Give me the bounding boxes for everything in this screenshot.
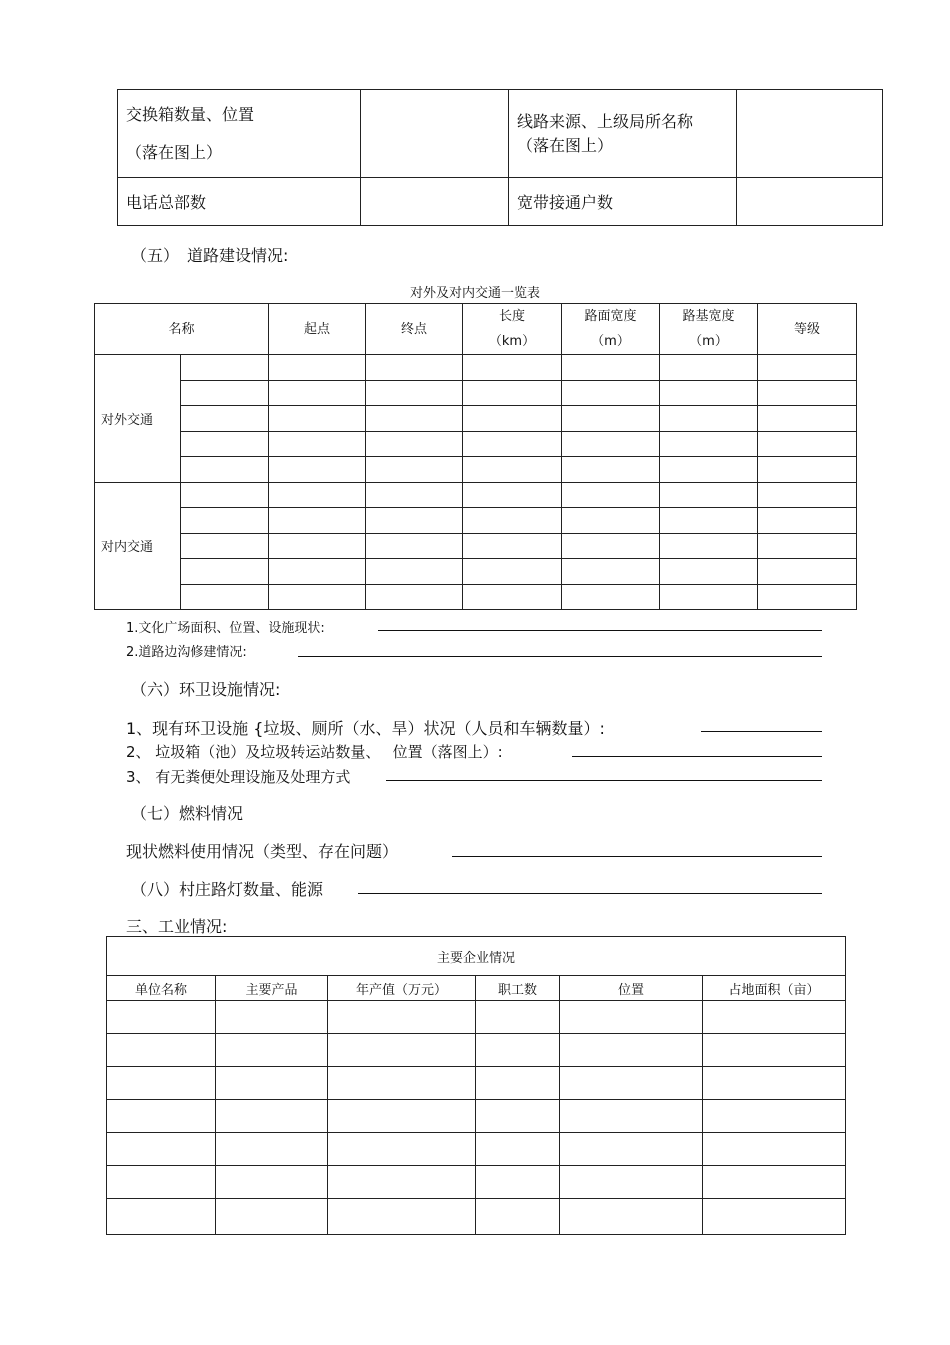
table-cell[interactable] xyxy=(463,482,562,508)
table-cell[interactable] xyxy=(660,431,758,457)
table-cell[interactable] xyxy=(463,380,562,406)
table-cell[interactable] xyxy=(181,508,269,534)
table-cell[interactable] xyxy=(463,355,562,381)
table-cell[interactable] xyxy=(758,431,857,457)
switchbox-label-line2: （落在图上） xyxy=(126,142,223,162)
cultural-square-label: 1.文化广场面积、位置、设施现状: xyxy=(126,621,325,636)
table-row xyxy=(95,406,857,432)
table-cell[interactable] xyxy=(328,1133,476,1166)
table-cell[interactable] xyxy=(269,482,366,508)
broadband-label: 宽带接通户数 xyxy=(509,178,737,226)
table-cell[interactable] xyxy=(758,457,857,483)
table-row xyxy=(95,431,857,457)
table-cell[interactable] xyxy=(562,482,660,508)
col-employees: 职工数 xyxy=(476,976,560,1001)
table-cell[interactable] xyxy=(269,355,366,381)
table-cell[interactable] xyxy=(560,1001,703,1034)
table-row xyxy=(107,1034,846,1067)
header-start: 起点 xyxy=(269,304,366,355)
road-table-title: 对外及对内交通一览表 xyxy=(409,286,540,301)
table-cell[interactable] xyxy=(269,431,366,457)
telecom-table xyxy=(117,89,883,226)
table-cell[interactable] xyxy=(216,1001,328,1034)
table-cell[interactable] xyxy=(758,406,857,432)
table-cell[interactable] xyxy=(660,406,758,432)
table-cell[interactable] xyxy=(216,1100,328,1133)
table-cell[interactable] xyxy=(660,380,758,406)
table-cell[interactable] xyxy=(269,508,366,534)
table-cell[interactable] xyxy=(366,380,463,406)
header-name: 名称 xyxy=(95,304,269,355)
table-cell[interactable] xyxy=(181,584,269,610)
table-cell[interactable] xyxy=(703,1001,846,1034)
header-end: 终点 xyxy=(366,304,463,355)
table-cell[interactable] xyxy=(366,431,463,457)
table-cell[interactable] xyxy=(562,584,660,610)
group-internal-label: 对内交通 xyxy=(95,482,181,610)
table-cell[interactable] xyxy=(660,355,758,381)
table-cell[interactable] xyxy=(269,457,366,483)
sanitation-item2-label: 2、 垃圾箱（池）及垃圾转运站数量、 位置（落图上）: xyxy=(126,743,503,761)
sanitation-item3-label: 3、 有无粪便处理设施及处理方式 xyxy=(126,768,351,786)
table-cell[interactable] xyxy=(269,559,366,585)
table-cell[interactable] xyxy=(660,482,758,508)
table-cell[interactable] xyxy=(366,584,463,610)
header-road-width-line2: （m） xyxy=(591,334,630,349)
table-cell[interactable] xyxy=(107,1067,216,1100)
fuel-usage-fill-line[interactable] xyxy=(452,856,822,857)
table-row xyxy=(95,482,857,508)
table-cell[interactable] xyxy=(366,533,463,559)
table-cell[interactable] xyxy=(560,1034,703,1067)
table-cell[interactable] xyxy=(476,1199,560,1235)
table-cell[interactable] xyxy=(562,559,660,585)
table-cell[interactable] xyxy=(660,457,758,483)
table-cell[interactable] xyxy=(366,482,463,508)
switchbox-label-line1: 交换箱数量、位置 xyxy=(126,104,255,124)
section7-heading: （七）燃料情况 xyxy=(131,804,244,823)
table-row xyxy=(107,1166,846,1199)
table-cell[interactable] xyxy=(269,406,366,432)
table-cell[interactable] xyxy=(562,355,660,381)
header-length xyxy=(463,304,562,355)
table-row xyxy=(107,1067,846,1100)
table-cell[interactable] xyxy=(476,1034,560,1067)
col-unit-name: 单位名称 xyxy=(107,976,216,1001)
table-cell[interactable] xyxy=(216,1067,328,1100)
line-source-label xyxy=(509,90,737,178)
col-land-area: 占地面积（亩） xyxy=(703,976,846,1001)
table-row xyxy=(107,1133,846,1166)
table-cell[interactable] xyxy=(758,380,857,406)
table-cell[interactable] xyxy=(476,1067,560,1100)
table-cell[interactable] xyxy=(476,1133,560,1166)
table-cell[interactable] xyxy=(181,559,269,585)
table-cell[interactable] xyxy=(463,431,562,457)
table-cell[interactable] xyxy=(703,1199,846,1235)
table-cell[interactable] xyxy=(660,559,758,585)
fuel-usage-label: 现状燃料使用情况（类型、存在问题） xyxy=(126,842,399,861)
sanitation-item1-fill-line[interactable] xyxy=(701,731,822,732)
table-cell[interactable] xyxy=(269,533,366,559)
table-cell[interactable] xyxy=(476,1001,560,1034)
table-cell[interactable] xyxy=(463,559,562,585)
header-road-width-line1: 路面宽度 xyxy=(584,309,637,324)
table-cell[interactable] xyxy=(562,457,660,483)
table-cell[interactable] xyxy=(562,380,660,406)
table-cell[interactable] xyxy=(328,1001,476,1034)
header-length-line1: 长度 xyxy=(499,309,526,324)
table-cell[interactable] xyxy=(562,431,660,457)
header-base-width-line1: 路基宽度 xyxy=(682,309,735,324)
table-cell[interactable] xyxy=(181,431,269,457)
table-cell[interactable] xyxy=(366,508,463,534)
table-row xyxy=(95,559,857,585)
table-cell[interactable] xyxy=(328,1166,476,1199)
table-cell[interactable] xyxy=(560,1067,703,1100)
sanitation-item1-label: 1、现有环卫设施 {垃圾、厕所（水、旱）状况（人员和车辆数量）: xyxy=(126,719,605,738)
table-row xyxy=(107,1199,846,1235)
table-cell[interactable] xyxy=(463,508,562,534)
table-cell[interactable] xyxy=(476,1100,560,1133)
road-ditch-fill-line[interactable] xyxy=(298,656,822,657)
table-cell[interactable] xyxy=(758,355,857,381)
group-external-label: 对外交通 xyxy=(95,355,181,483)
table-cell[interactable] xyxy=(758,482,857,508)
col-annual-output: 年产值（万元） xyxy=(328,976,476,1001)
header-grade: 等级 xyxy=(758,304,857,355)
col-main-product: 主要产品 xyxy=(216,976,328,1001)
table-cell[interactable] xyxy=(269,380,366,406)
header-length-line2: （km） xyxy=(488,334,536,349)
table-cell[interactable] xyxy=(366,559,463,585)
table-cell[interactable] xyxy=(107,1001,216,1034)
table-cell[interactable] xyxy=(216,1133,328,1166)
table-cell[interactable] xyxy=(703,1100,846,1133)
table-row xyxy=(95,584,857,610)
header-road-width xyxy=(562,304,660,355)
table-cell[interactable] xyxy=(476,1166,560,1199)
table-cell[interactable] xyxy=(758,584,857,610)
table-cell[interactable] xyxy=(463,406,562,432)
table-cell[interactable] xyxy=(463,584,562,610)
table-cell[interactable] xyxy=(758,508,857,534)
table-cell[interactable] xyxy=(107,1199,216,1235)
enterprise-table-title: 主要企业情况 xyxy=(107,937,846,976)
road-table xyxy=(94,303,857,610)
table-row xyxy=(95,508,857,534)
table-cell[interactable] xyxy=(703,1166,846,1199)
table-cell[interactable] xyxy=(660,533,758,559)
table-row xyxy=(95,355,857,381)
cultural-square-fill-line[interactable] xyxy=(378,630,822,631)
table-cell[interactable] xyxy=(107,1166,216,1199)
table-cell[interactable] xyxy=(463,533,562,559)
table-cell[interactable] xyxy=(216,1034,328,1067)
table-cell[interactable] xyxy=(560,1100,703,1133)
table-cell[interactable] xyxy=(660,508,758,534)
table-cell[interactable] xyxy=(328,1034,476,1067)
table-cell[interactable] xyxy=(562,533,660,559)
header-base-width xyxy=(660,304,758,355)
street-lights-fill-line[interactable] xyxy=(358,893,822,894)
table-cell[interactable] xyxy=(107,1133,216,1166)
table-cell[interactable] xyxy=(216,1199,328,1235)
table-cell[interactable] xyxy=(562,508,660,534)
table-row xyxy=(107,1001,846,1034)
table-cell[interactable] xyxy=(181,533,269,559)
table-cell[interactable] xyxy=(216,1166,328,1199)
phone-total-value-cell[interactable] xyxy=(361,178,509,226)
table-cell[interactable] xyxy=(181,406,269,432)
phone-total-label: 电话总部数 xyxy=(118,178,361,226)
table-cell[interactable] xyxy=(107,1034,216,1067)
sanitation-item2-fill-line[interactable] xyxy=(572,756,822,757)
line-source-label-line1: 线路来源、上级局所名称 xyxy=(517,111,694,131)
table-cell[interactable] xyxy=(269,584,366,610)
table-cell[interactable] xyxy=(181,380,269,406)
table-cell[interactable] xyxy=(328,1199,476,1235)
table-cell[interactable] xyxy=(366,355,463,381)
broadband-value-cell[interactable] xyxy=(737,178,883,226)
line-source-label-line2: （落在图上） xyxy=(517,135,614,155)
enterprise-table xyxy=(106,936,846,1235)
table-cell[interactable] xyxy=(181,482,269,508)
table-cell[interactable] xyxy=(703,1067,846,1100)
table-cell[interactable] xyxy=(181,457,269,483)
section6-heading: （六）环卫设施情况: xyxy=(131,680,281,699)
sanitation-item3-fill-line[interactable] xyxy=(386,780,822,781)
col-location: 位置 xyxy=(560,976,703,1001)
switchbox-value-cell[interactable] xyxy=(361,90,509,178)
table-cell[interactable] xyxy=(463,457,562,483)
table-cell[interactable] xyxy=(562,406,660,432)
table-cell[interactable] xyxy=(328,1067,476,1100)
section5-heading: （五） 道路建设情况: xyxy=(131,246,289,265)
table-cell[interactable] xyxy=(560,1199,703,1235)
switchbox-label xyxy=(118,90,361,178)
table-cell[interactable] xyxy=(660,584,758,610)
table-cell[interactable] xyxy=(366,406,463,432)
line-source-value-cell[interactable] xyxy=(737,90,883,178)
table-row xyxy=(107,1100,846,1133)
table-cell[interactable] xyxy=(181,355,269,381)
table-row xyxy=(95,380,857,406)
table-cell[interactable] xyxy=(703,1034,846,1067)
table-cell[interactable] xyxy=(560,1166,703,1199)
industry-heading: 三、工业情况: xyxy=(126,917,228,936)
section8-heading: （八）村庄路灯数量、能源 xyxy=(131,880,324,899)
header-base-width-line2: （m） xyxy=(689,334,728,349)
table-row xyxy=(95,457,857,483)
table-cell[interactable] xyxy=(703,1133,846,1166)
table-row xyxy=(95,533,857,559)
table-cell[interactable] xyxy=(758,559,857,585)
table-cell[interactable] xyxy=(366,457,463,483)
road-ditch-label: 2.道路边沟修建情况: xyxy=(126,645,247,660)
table-cell[interactable] xyxy=(758,533,857,559)
table-cell[interactable] xyxy=(107,1100,216,1133)
table-cell[interactable] xyxy=(560,1133,703,1166)
table-cell[interactable] xyxy=(328,1100,476,1133)
